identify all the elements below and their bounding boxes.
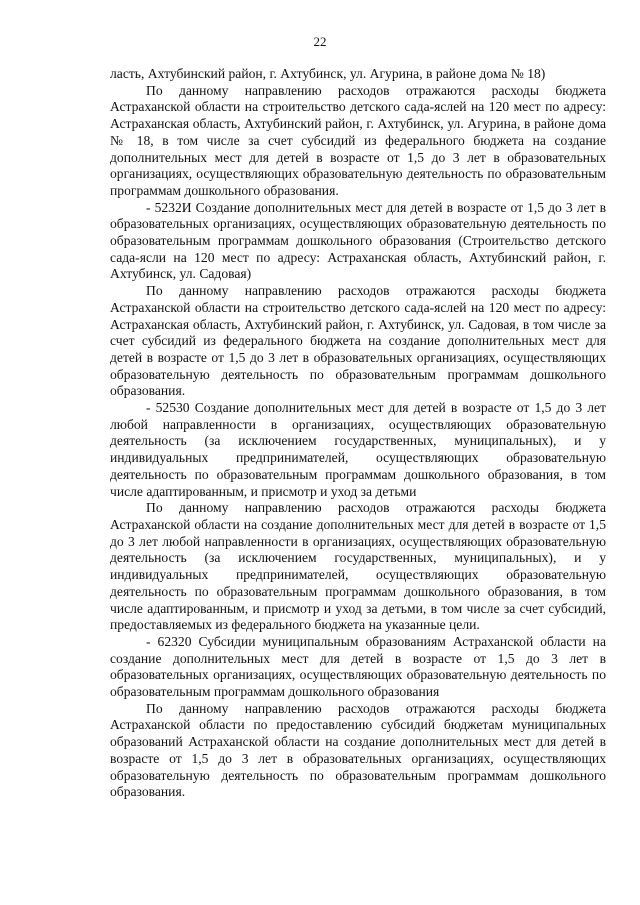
document-body xyxy=(110,66,606,801)
paragraph-expense-description: По данному направлению расходов отражаются расходы бюджета Астраханской области по предоставлению субсидий бюджетам муниципальных образований Астраханской области на создание дополнительных мест для детей в возрасте от 1,5 до 3 лет в образовательных организациях, осуществляющих образовательную деятельность по образовательным программам дошкольного образования. xyxy=(110,700,606,800)
paragraph-code-5232I: - 5232И Создание дополнительных мест для детей в возрасте от 1,5 до 3 лет в образовательных организациях, осуществляющих образовательную деятельность по образовательным программам дошкольного образования (Строительство детского сада-ясли на 120 мест по адресу: Астраханская область, Ахтубинский район, г. Ахтубинск, ул. Садовая) xyxy=(110,199,606,282)
paragraph-continuation: ласть, Ахтубинский район, г. Ахтубинск, ул. Агурина, в районе дома № 18) xyxy=(110,66,546,81)
paragraph-code-62320: - 62320 Субсидии муниципальным образованиям Астраханской области на создание дополнительных мест для детей в возрасте от 1,5 до 3 лет в образовательных организациях, осуществляющих образовательную деятельность по образовательным программам дошкольного образования xyxy=(110,633,606,700)
paragraph-expense-description: По данному направлению расходов отражаются расходы бюджета Астраханской области на строительство детского сада-яслей на 120 мест по адресу: Астраханская область, Ахтубинский район, г. Ахтубинск, ул. Агурина, в районе дома № 18, в том числе за счет субсидий из федерального бюджета на создание дополнительных мест для детей в возрасте от 1,5 до 3 лет в образовательных организациях, осуществляющих образовательную деятельность по образовательным программам дошкольного образования. xyxy=(110,82,606,198)
paragraph-code-52530: - 52530 Создание дополнительных мест для детей в возрасте от 1,5 до 3 лет любой направленности в организациях, осуществляющих образовательную деятельность (за исключением государственных, муниципальных), и у индивидуальных предпринимателей, осуществляющих образовательную деятельность по образовательным программам дошкольного образования, в том числе адаптированным, и присмотр и уход за детьми xyxy=(110,400,606,499)
page-number: 22 xyxy=(313,34,327,49)
paragraph-expense-description: По данному направлению расходов отражаются расходы бюджета Астраханской области на создание дополнительных мест для детей в возрасте от 1,5 до 3 лет любой направленности в организациях, осуществляющих образовательную деятельность (за исключением государственных, муниципальных), и у индивидуальных предпринимателей, осуществляющих образовательную деятельность по образовательным программам дошкольного образования, в том числе адаптированным, и присмотр и уход за детьми, в том числе за счет субсидий, предоставляемых из федерального бюджета на указанные цели. xyxy=(110,500,606,633)
paragraph-expense-description: По данному направлению расходов отражаются расходы бюджета Астраханской области на строительство детского сада-яслей на 120 мест по адресу: Астраханская область, Ахтубинский район, г. Ахтубинск, ул. Садовая, в том числе за счет субсидий из федерального бюджета на создание дополнительных мест для детей в возрасте от 1,5 до 3 лет в образовательных организациях, осуществляющих образовательную деятельность по образовательным программам дошкольного образования. xyxy=(110,283,606,399)
